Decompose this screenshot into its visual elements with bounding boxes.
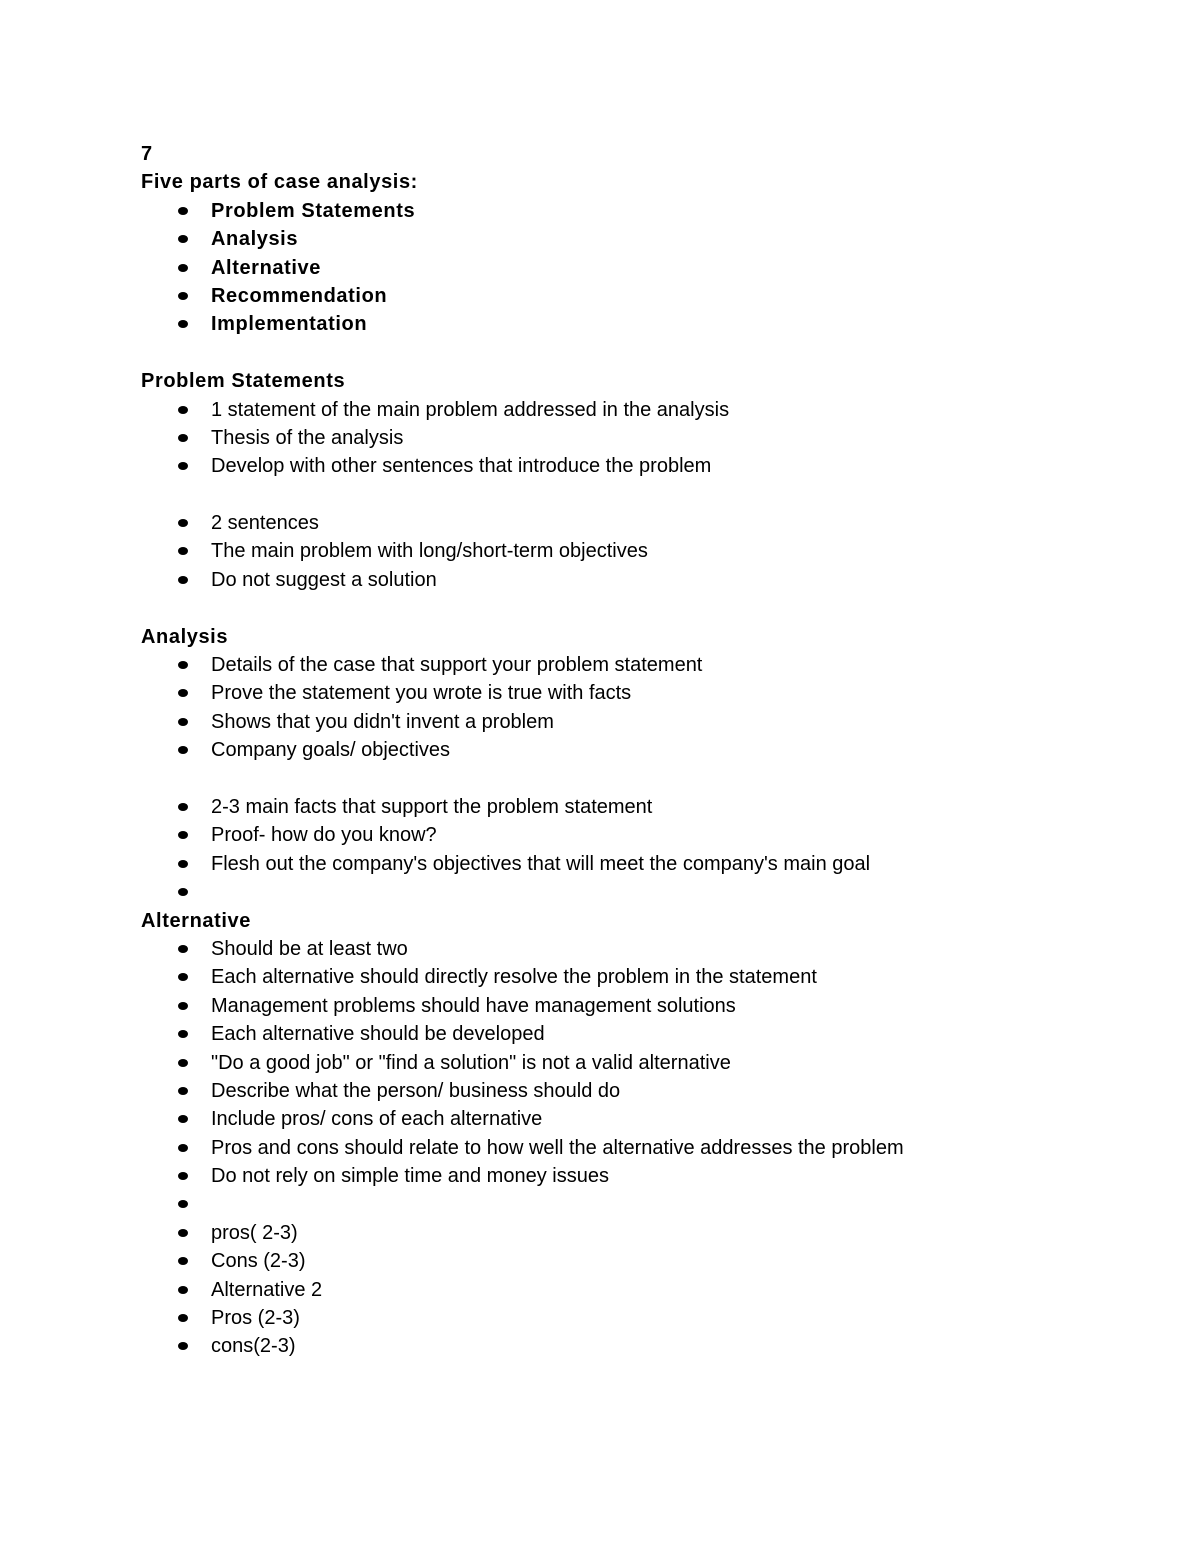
list-item: [141, 566, 1101, 594]
list-item: [141, 963, 1101, 991]
bullet-icon: [178, 406, 188, 414]
list-item: [141, 1049, 1101, 1077]
list-item-text: 2-3 main facts that support the problem statement: [211, 795, 653, 818]
list-item: [141, 1304, 1101, 1332]
bullet-icon: [178, 320, 188, 328]
analysis-list-b: [141, 793, 1101, 907]
bullet-icon: [178, 1030, 188, 1038]
problem-statements-list-a: [141, 396, 1101, 481]
list-item: [141, 1219, 1101, 1247]
bullet-icon: [178, 973, 188, 981]
bullet-icon: [178, 1200, 188, 1208]
list-item: [141, 225, 1101, 253]
bullet-icon: [178, 860, 188, 868]
list-item-text: cons(2-3): [211, 1335, 296, 1358]
list-item: [141, 452, 1101, 480]
analysis-list-a: [141, 651, 1101, 765]
list-item: [141, 1190, 1101, 1218]
list-item: [141, 679, 1101, 707]
list-item: [141, 1020, 1101, 1048]
list-item-text: 1 statement of the main problem addressed in the analysis: [211, 398, 730, 421]
bullet-icon: [178, 519, 188, 527]
list-item-text: Describe what the person/ business should do: [211, 1079, 621, 1102]
list-item-text: Recommendation: [211, 284, 388, 307]
list-item-text: pros( 2-3): [211, 1221, 298, 1244]
list-item: [141, 1247, 1101, 1275]
list-item-text: Cons (2-3): [211, 1250, 306, 1273]
list-item: [141, 197, 1101, 225]
intro-list: [141, 197, 1101, 339]
list-item: [141, 396, 1101, 424]
alternative-heading: Alternative: [141, 909, 251, 932]
bullet-icon: [178, 661, 188, 669]
list-item-text: Each alternative should be developed: [211, 1023, 545, 1046]
bullet-icon: [178, 746, 188, 754]
bullet-icon: [178, 888, 188, 896]
bullet-icon: [178, 689, 188, 697]
intro-heading: Five parts of case analysis:: [141, 171, 418, 194]
bullet-icon: [178, 576, 188, 584]
list-item: [141, 1077, 1101, 1105]
list-item-text: Alternative 2: [211, 1278, 323, 1301]
bullet-icon: [178, 235, 188, 243]
bullet-icon: [178, 292, 188, 300]
bullet-icon: [178, 1342, 188, 1350]
bullet-icon: [178, 1229, 188, 1237]
bullet-icon: [178, 1314, 188, 1322]
list-item-text: Develop with other sentences that introduce the problem: [211, 455, 712, 478]
bullet-icon: [178, 718, 188, 726]
bullet-icon: [178, 1257, 188, 1265]
list-item: [141, 1105, 1101, 1133]
bullet-icon: [178, 1059, 188, 1067]
list-item-text: Each alternative should directly resolve the problem in the statement: [211, 966, 817, 989]
bullet-icon: [178, 547, 188, 555]
problem-statements-list-b: [141, 509, 1101, 594]
bullet-icon: [178, 1002, 188, 1010]
list-item-text: The main problem with long/short-term objectives: [211, 540, 648, 563]
list-item-text: Flesh out the company's objectives that will meet the company's main goal: [211, 852, 871, 875]
list-item: [141, 651, 1101, 679]
list-item: [141, 992, 1101, 1020]
list-item: [141, 1276, 1101, 1304]
spacer: [141, 339, 1101, 367]
bullet-icon: [178, 831, 188, 839]
list-item-text: Proof- how do you know?: [211, 824, 437, 847]
list-item-text: Management problems should have management solutions: [211, 994, 736, 1017]
document-page: [141, 140, 1101, 1361]
list-item-text: Pros (2-3): [211, 1307, 300, 1330]
bullet-icon: [178, 1115, 188, 1123]
list-item-text: Thesis of the analysis: [211, 426, 404, 449]
list-item-text: Implementation: [211, 313, 368, 336]
bullet-icon: [178, 207, 188, 215]
spacer: [141, 481, 1101, 509]
list-item-text: Details of the case that support your problem statement: [211, 654, 703, 677]
list-item-text: Pros and cons should relate to how well the alternative addresses the problem: [211, 1136, 904, 1159]
page-number: 7: [141, 143, 153, 165]
list-item-text: Prove the statement you wrote is true with facts: [211, 682, 632, 705]
list-item-text: "Do a good job" or "find a solution" is not a valid alternative: [211, 1051, 731, 1074]
list-item-text: Shows that you didn't invent a problem: [211, 710, 554, 733]
list-item: [141, 310, 1101, 338]
analysis-heading: Analysis: [141, 625, 229, 648]
spacer: [141, 765, 1101, 793]
bullet-icon: [178, 1144, 188, 1152]
bullet-icon: [178, 462, 188, 470]
list-item: [141, 282, 1101, 310]
list-item: [141, 935, 1101, 963]
spacer: [141, 594, 1101, 622]
list-item: [141, 793, 1101, 821]
bullet-icon: [178, 945, 188, 953]
list-item-text: Company goals/ objectives: [211, 739, 451, 762]
list-item-text: Do not rely on simple time and money issues: [211, 1165, 609, 1188]
bullet-icon: [178, 264, 188, 272]
bullet-icon: [178, 1286, 188, 1294]
list-item: [141, 850, 1101, 878]
list-item: [141, 736, 1101, 764]
list-item: [141, 878, 1101, 906]
alternative-list: [141, 935, 1101, 1361]
list-item: [141, 1134, 1101, 1162]
list-item: [141, 424, 1101, 452]
bullet-icon: [178, 1172, 188, 1180]
list-item-text: Problem Statements: [211, 199, 416, 222]
list-item: [141, 708, 1101, 736]
list-item-text: 2 sentences: [211, 512, 319, 535]
list-item: [141, 537, 1101, 565]
list-item: [141, 1332, 1101, 1360]
list-item-text: Do not suggest a solution: [211, 568, 437, 591]
list-item: [141, 821, 1101, 849]
list-item-text: Should be at least two: [211, 937, 408, 960]
list-item-text: Analysis: [211, 228, 299, 251]
bullet-icon: [178, 1087, 188, 1095]
list-item-text: Alternative: [211, 256, 321, 279]
bullet-icon: [178, 434, 188, 442]
list-item: [141, 509, 1101, 537]
list-item: [141, 254, 1101, 282]
list-item-text: Include pros/ cons of each alternative: [211, 1108, 543, 1131]
bullet-icon: [178, 803, 188, 811]
list-item: [141, 1162, 1101, 1190]
problem-statements-heading: Problem Statements: [141, 370, 346, 393]
